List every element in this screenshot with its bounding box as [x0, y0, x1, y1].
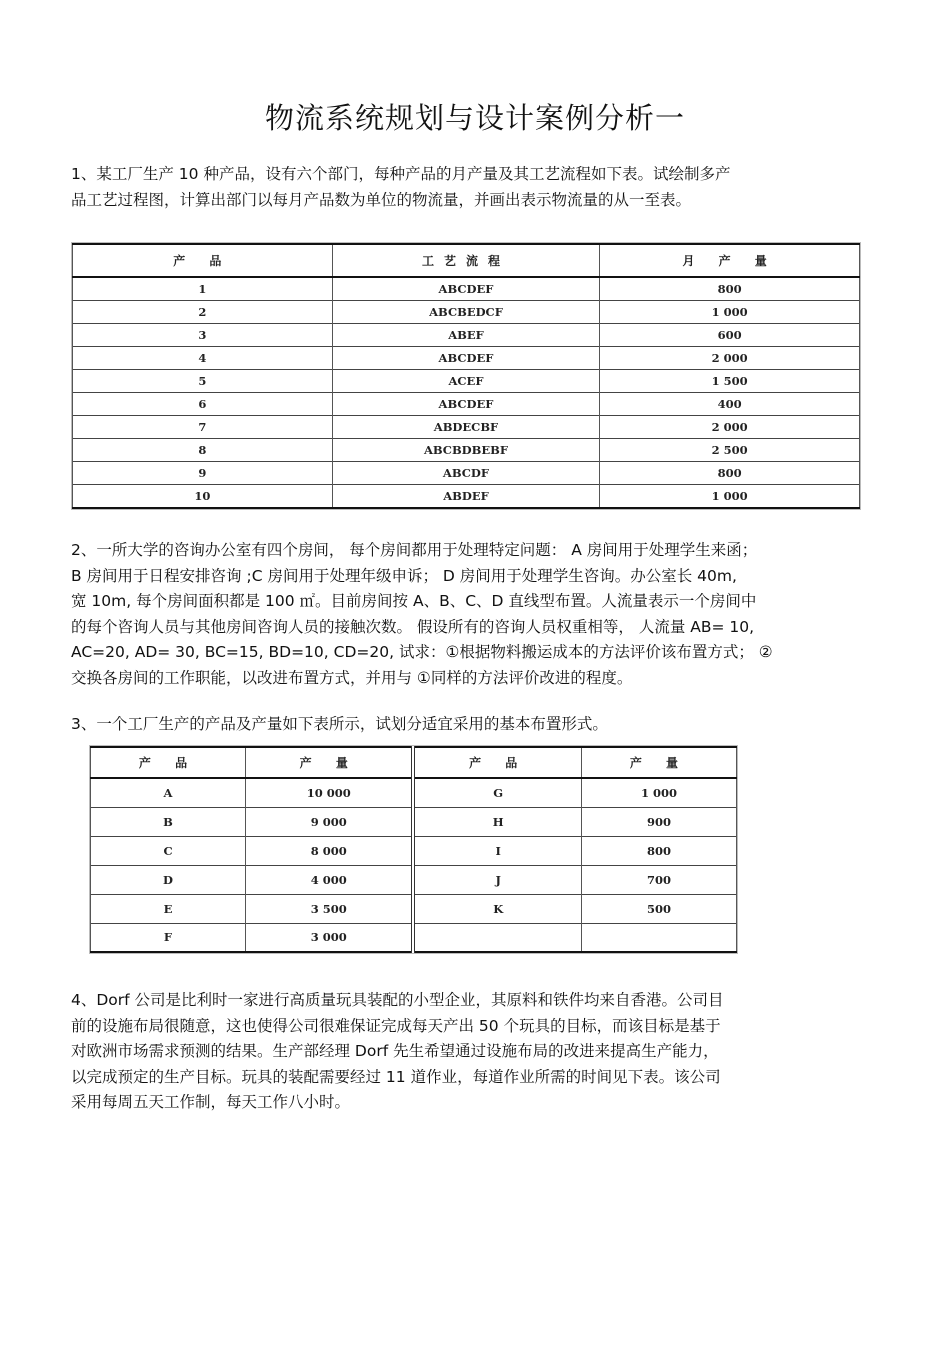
- table-cell: 8 000: [246, 836, 414, 865]
- table-cell: 1 000: [600, 485, 860, 508]
- table-cell: 1: [73, 277, 333, 300]
- table-cell: E: [91, 894, 246, 923]
- table-row: [91, 778, 737, 807]
- table-cell: 1 000: [581, 778, 736, 807]
- text-line: 品工艺过程图，计算出部门以每月产品数为单位的物流量，并画出表示物流量的从一至表。: [71, 190, 692, 209]
- table-cell: ABCBEDCF: [332, 300, 600, 323]
- product-output-table: [89, 745, 738, 954]
- question-1: [71, 162, 881, 213]
- table-row: [91, 894, 737, 923]
- text-line: 2、一所大学的咨询办公室有四个房间， 每个房间都用于处理特定问题： A 房间用于处理学生来函；: [71, 541, 758, 559]
- text-line: 4、Dorf 公司是比利时一家进行高质量玩具装配的小型企业，其原料和铁件均来自香港。公司目: [71, 991, 724, 1009]
- table-row: [73, 439, 860, 462]
- table-cell: 4 000: [246, 865, 414, 894]
- table-cell: F: [91, 923, 246, 952]
- text-line: 采用每周五天工作制，每天工作八小时。: [71, 1093, 351, 1111]
- table-cell: ACEF: [332, 369, 600, 392]
- text-line: 对欧洲市场需求预测的结果。生产部经理 Dorf 先生希望通过设施布局的改进来提高生产能力，: [71, 1042, 719, 1060]
- page-title: 物流系统规划与设计案例分析一: [264, 101, 685, 135]
- text-line: 前的设施布局很随意，这也使得公司很难保证完成每天产出 50 个玩具的目标，而该目标是基于: [71, 1016, 721, 1035]
- table-row: [91, 807, 737, 836]
- text-line: 3、一个工厂生产的产品及产量如下表所示，试划分适宜采用的基本布置形式。: [71, 715, 608, 733]
- table-cell: K: [413, 894, 581, 923]
- table-cell: ABCDEF: [332, 392, 600, 415]
- table-cell: B: [91, 807, 246, 836]
- table-cell: 5: [73, 369, 333, 392]
- header-output-left: 产 量: [246, 747, 414, 778]
- table-cell: H: [413, 807, 581, 836]
- header-product-left: 产 品: [91, 747, 246, 778]
- text-line: 1、某工厂生产 10 种产品，设有六个部门，每种产品的月产量及其工艺流程如下表。试绘制多产: [71, 165, 731, 183]
- text-line: B 房间用于日程安排咨询 ;C 房间用于处理年级申诉； D 房间用于处理学生咨询。办公室长 40m,: [71, 566, 737, 585]
- header-process: 工艺流程: [332, 244, 600, 277]
- table-cell: I: [413, 836, 581, 865]
- table-cell: 400: [600, 392, 860, 415]
- table-cell: 800: [600, 462, 860, 485]
- table-cell: 800: [600, 277, 860, 300]
- table-cell: ABCDEF: [332, 277, 600, 300]
- text-line: 宽 10m, 每个房间面积都是 100 ㎡。目前房间按 A、B、C、D 直线型布置。人流量表示一个房间中: [71, 592, 757, 610]
- table-cell: 600: [600, 323, 860, 346]
- table-cell: 10: [73, 485, 333, 508]
- table-row: [73, 277, 860, 300]
- table-cell: 9 000: [246, 807, 414, 836]
- text-line: 以完成预定的生产目标。玩具的装配需要经过 11 道作业，每道作业所需的时间见下表。该公司: [71, 1067, 721, 1086]
- table-cell: 1 500: [600, 369, 860, 392]
- table-cell: 3: [73, 323, 333, 346]
- table-cell: ABDEF: [332, 485, 600, 508]
- table-cell: ABEF: [332, 323, 600, 346]
- table-cell: ABDECBF: [332, 416, 600, 439]
- table-cell: 8: [73, 439, 333, 462]
- table-cell: 9: [73, 462, 333, 485]
- header-product-right: 产 品: [413, 747, 581, 778]
- table-cell: 3 500: [246, 894, 414, 923]
- table-cell: 800: [581, 836, 736, 865]
- table-row: [73, 392, 860, 415]
- table-row: [91, 923, 737, 952]
- table-cell: 2: [73, 300, 333, 323]
- table-cell: 2 000: [600, 346, 860, 369]
- table-cell: 7: [73, 416, 333, 439]
- table-cell: G: [413, 778, 581, 807]
- table-cell: 700: [581, 865, 736, 894]
- table-cell: 500: [581, 894, 736, 923]
- table-cell: C: [91, 836, 246, 865]
- question-3: [71, 712, 881, 738]
- text-line: 的每个咨询人员与其他房间咨询人员的接触次数。 假设所有的咨询人员权重相等， 人流量 AB= 10,: [71, 617, 755, 636]
- table-cell: 3 000: [246, 923, 414, 952]
- table-row: [73, 323, 860, 346]
- table-cell: A: [91, 778, 246, 807]
- table-cell: 10 000: [246, 778, 414, 807]
- table-cell: 1 000: [600, 300, 860, 323]
- table-cell: [581, 923, 736, 952]
- table-row: [73, 416, 860, 439]
- table-row: [73, 300, 860, 323]
- table-row: [91, 865, 737, 894]
- table-cell: 6: [73, 392, 333, 415]
- table-row: [73, 485, 860, 508]
- question-4: [71, 988, 881, 1116]
- header-product: 产 品: [73, 244, 333, 277]
- table-row: [73, 369, 860, 392]
- table-cell: D: [91, 865, 246, 894]
- table-cell: ABCDEF: [332, 346, 600, 369]
- table-row: [73, 462, 860, 485]
- table-cell: [413, 923, 581, 952]
- table-cell: ABCDF: [332, 462, 600, 485]
- table-row: [91, 836, 737, 865]
- table-header-row: [91, 747, 737, 778]
- table-cell: J: [413, 865, 581, 894]
- table-cell: ABCBDBEBF: [332, 439, 600, 462]
- question-2: [71, 538, 881, 691]
- table-cell: 2 000: [600, 416, 860, 439]
- table-cell: 4: [73, 346, 333, 369]
- table-row: [73, 346, 860, 369]
- table-header-row: [73, 244, 860, 277]
- text-line: 交换各房间的工作职能，以改进布置方式，并用与 ①同样的方法评价改进的程度。: [71, 668, 633, 687]
- header-monthly-output: 月 产 量: [600, 244, 860, 277]
- header-output-right: 产 量: [581, 747, 736, 778]
- table-cell: 2 500: [600, 439, 860, 462]
- table-cell: 900: [581, 807, 736, 836]
- text-line: AC=20, AD= 30, BC=15, BD=10, CD=20, 试求：①根据物料搬运成本的方法评价该布置方式； ②: [71, 643, 773, 661]
- process-table: [71, 242, 861, 510]
